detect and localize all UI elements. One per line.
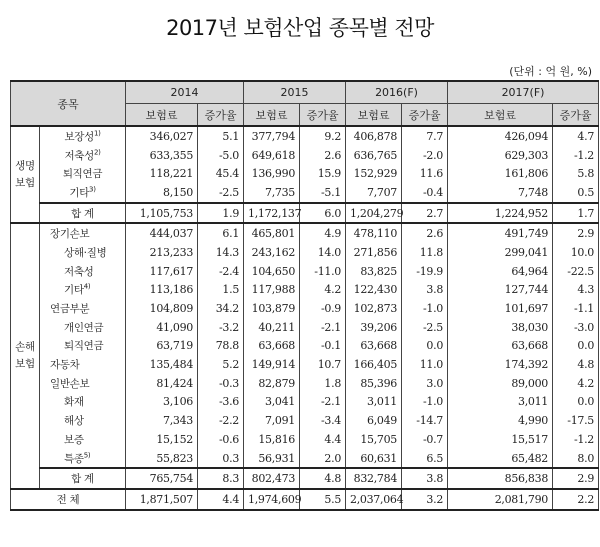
growth-value: -0.6	[198, 430, 244, 449]
row-label-text: 보증	[64, 433, 84, 446]
premium-value: 802,473	[244, 468, 300, 489]
header-premium: 보험료	[244, 104, 300, 127]
row-label-text: 보장성	[64, 130, 94, 143]
row-label	[40, 299, 126, 318]
row-label-text: 자동차	[50, 359, 80, 372]
premium-value: 82,879	[244, 374, 300, 393]
premium-value: 2,081,790	[448, 489, 553, 510]
growth-value: 6.1	[198, 223, 244, 243]
premium-value: 127,744	[448, 281, 553, 300]
header-growth: 증가율	[553, 104, 599, 127]
row-label	[40, 164, 126, 183]
premium-value: 1,974,609	[244, 489, 300, 510]
growth-value: 3.2	[402, 489, 448, 510]
row-label	[40, 262, 126, 281]
growth-value: 3.8	[402, 468, 448, 489]
growth-value: -3.0	[553, 318, 599, 337]
premium-value: 1,871,507	[126, 489, 198, 510]
row-label	[40, 355, 126, 374]
nonlife-insurance-section	[11, 223, 599, 489]
growth-value: 1.7	[553, 203, 599, 224]
growth-value: 0.3	[198, 449, 244, 469]
premium-value: 243,162	[244, 243, 300, 262]
premium-value: 465,801	[244, 223, 300, 243]
growth-value: 1.9	[198, 203, 244, 224]
premium-value: 113,186	[126, 281, 198, 300]
growth-value: 4.8	[553, 355, 599, 374]
row-label-text: 장기손보	[50, 228, 90, 241]
row-label: 합 계	[40, 203, 126, 224]
table-row	[11, 393, 599, 412]
premium-value: 271,856	[346, 243, 402, 262]
premium-value: 7,091	[244, 411, 300, 430]
growth-value: 2.7	[402, 203, 448, 224]
growth-value: 0.5	[553, 183, 599, 203]
table-row	[11, 146, 599, 165]
premium-value: 7,748	[448, 183, 553, 203]
premium-value: 118,221	[126, 164, 198, 183]
table-row	[11, 411, 599, 430]
insurance-outlook-table	[10, 80, 599, 511]
row-label	[40, 183, 126, 203]
growth-value: 1.8	[300, 374, 346, 393]
header-growth: 증가율	[300, 104, 346, 127]
growth-value: -1.0	[402, 393, 448, 412]
premium-value: 101,697	[448, 299, 553, 318]
header-growth: 증가율	[402, 104, 448, 127]
premium-value: 40,211	[244, 318, 300, 337]
growth-value: -3.6	[198, 393, 244, 412]
growth-value: 4.8	[300, 468, 346, 489]
growth-value: 11.8	[402, 243, 448, 262]
premium-value: 3,106	[126, 393, 198, 412]
growth-value: -5.1	[300, 183, 346, 203]
footnote-marker: 1)	[93, 129, 101, 138]
growth-value: -19.9	[402, 262, 448, 281]
growth-value: -1.2	[553, 146, 599, 165]
row-label-text: 저축성	[64, 265, 94, 278]
row-label-text: 개인연금	[64, 321, 104, 334]
premium-value: 135,484	[126, 355, 198, 374]
growth-value: 2.6	[300, 146, 346, 165]
header-category: 종목	[11, 81, 126, 126]
premium-value: 63,719	[126, 337, 198, 356]
row-label: 전 체	[11, 489, 126, 510]
table-row	[11, 318, 599, 337]
growth-value: -22.5	[553, 262, 599, 281]
life-insurance-section	[11, 126, 599, 223]
premium-value: 117,988	[244, 281, 300, 300]
row-label	[40, 281, 126, 300]
premium-value: 15,517	[448, 430, 553, 449]
growth-value: -3.4	[300, 411, 346, 430]
premium-value: 7,343	[126, 411, 198, 430]
premium-value: 117,617	[126, 262, 198, 281]
premium-value: 104,650	[244, 262, 300, 281]
premium-value: 6,049	[346, 411, 402, 430]
grand-total-row	[11, 489, 599, 510]
nonlife-group-label	[11, 223, 40, 489]
growth-value: -0.4	[402, 183, 448, 203]
growth-value: 2.6	[402, 223, 448, 243]
growth-value: -5.0	[198, 146, 244, 165]
header-premium: 보험료	[126, 104, 198, 127]
growth-value: 6.0	[300, 203, 346, 224]
premium-value: 104,809	[126, 299, 198, 318]
table-row	[11, 183, 599, 203]
premium-value: 406,878	[346, 126, 402, 146]
premium-value: 81,424	[126, 374, 198, 393]
premium-value: 346,027	[126, 126, 198, 146]
table-row	[11, 262, 599, 281]
growth-value: -2.0	[402, 146, 448, 165]
header-growth: 증가율	[198, 104, 244, 127]
header-premium: 보험료	[346, 104, 402, 127]
growth-value: 14.3	[198, 243, 244, 262]
premium-value: 83,825	[346, 262, 402, 281]
growth-value: -0.1	[300, 337, 346, 356]
header-year-2015: 2015	[244, 81, 346, 104]
premium-value: 174,392	[448, 355, 553, 374]
growth-value: -1.1	[553, 299, 599, 318]
table-row	[11, 449, 599, 469]
premium-value: 161,806	[448, 164, 553, 183]
premium-value: 649,618	[244, 146, 300, 165]
premium-value: 491,749	[448, 223, 553, 243]
growth-value: 78.8	[198, 337, 244, 356]
row-label-text: 연금부분	[50, 303, 90, 316]
growth-value: 0.0	[402, 337, 448, 356]
footnote-marker: 4)	[83, 282, 91, 291]
growth-value: 9.2	[300, 126, 346, 146]
growth-value: -1.2	[553, 430, 599, 449]
premium-value: 122,430	[346, 281, 402, 300]
row-label	[40, 223, 126, 243]
premium-value: 166,405	[346, 355, 402, 374]
table-row	[11, 243, 599, 262]
premium-value: 89,000	[448, 374, 553, 393]
growth-value: -0.7	[402, 430, 448, 449]
premium-value: 64,964	[448, 262, 553, 281]
premium-value: 633,355	[126, 146, 198, 165]
header-year-2016f: 2016(F)	[346, 81, 448, 104]
premium-value: 41,090	[126, 318, 198, 337]
growth-value: 11.0	[402, 355, 448, 374]
premium-value: 3,011	[346, 393, 402, 412]
growth-value: -2.5	[198, 183, 244, 203]
table-row	[11, 299, 599, 318]
growth-value: 15.9	[300, 164, 346, 183]
footnote-marker: 3)	[89, 185, 96, 194]
table-row	[11, 281, 599, 300]
growth-value: 2.9	[553, 468, 599, 489]
row-label	[40, 374, 126, 393]
table-row	[11, 126, 599, 146]
growth-value: 4.2	[553, 374, 599, 393]
premium-value: 832,784	[346, 468, 402, 489]
row-label-text: 퇴직연금	[62, 168, 103, 181]
footnote-marker: 5)	[83, 451, 91, 460]
growth-value: -2.5	[402, 318, 448, 337]
subtotal-row	[11, 468, 599, 489]
premium-value: 478,110	[346, 223, 402, 243]
row-label	[40, 337, 126, 356]
growth-value: -0.3	[198, 374, 244, 393]
premium-value: 765,754	[126, 468, 198, 489]
row-label-text: 일반손보	[50, 377, 90, 390]
growth-value: 4.3	[553, 281, 599, 300]
row-label	[40, 430, 126, 449]
header-year-2017f: 2017(F)	[448, 81, 599, 104]
premium-value: 299,041	[448, 243, 553, 262]
premium-value: 444,037	[126, 223, 198, 243]
growth-value: 4.9	[300, 223, 346, 243]
premium-value: 38,030	[448, 318, 553, 337]
premium-value: 63,668	[448, 337, 553, 356]
growth-value: 2.0	[300, 449, 346, 469]
growth-value: 14.0	[300, 243, 346, 262]
growth-value: 5.5	[300, 489, 346, 510]
premium-value: 63,668	[346, 337, 402, 356]
premium-value: 8,150	[126, 183, 198, 203]
premium-value: 39,206	[346, 318, 402, 337]
premium-value: 3,011	[448, 393, 553, 412]
premium-value: 3,041	[244, 393, 300, 412]
table-row	[11, 164, 599, 183]
header-premium: 보험료	[448, 104, 553, 127]
table-row	[11, 355, 599, 374]
growth-value: 5.8	[553, 164, 599, 183]
premium-value: 1,204,279	[346, 203, 402, 224]
growth-value: 0.0	[553, 393, 599, 412]
premium-value: 7,707	[346, 183, 402, 203]
growth-value: 10.0	[553, 243, 599, 262]
table-row	[11, 337, 599, 356]
growth-value: -2.4	[198, 262, 244, 281]
premium-value: 149,914	[244, 355, 300, 374]
growth-value: 4.7	[553, 126, 599, 146]
row-label-text: 특종	[64, 452, 84, 465]
growth-value: -2.1	[300, 393, 346, 412]
growth-value: -14.7	[402, 411, 448, 430]
premium-value: 7,735	[244, 183, 300, 203]
growth-value: 45.4	[198, 164, 244, 183]
row-label	[40, 393, 126, 412]
premium-value: 377,794	[244, 126, 300, 146]
growth-value: 5.2	[198, 355, 244, 374]
premium-value: 103,879	[244, 299, 300, 318]
premium-value: 65,482	[448, 449, 553, 469]
growth-value: -0.9	[300, 299, 346, 318]
premium-value: 856,838	[448, 468, 553, 489]
row-label-text: 기타	[64, 284, 84, 297]
growth-value: 3.8	[402, 281, 448, 300]
group-label-line: 보험	[15, 358, 35, 371]
growth-value: 34.2	[198, 299, 244, 318]
premium-value: 85,396	[346, 374, 402, 393]
premium-value: 55,823	[126, 449, 198, 469]
growth-value: 2.2	[553, 489, 599, 510]
growth-value: 4.4	[198, 489, 244, 510]
life-group-label	[11, 126, 40, 223]
growth-value: -3.2	[198, 318, 244, 337]
growth-value: -2.1	[300, 318, 346, 337]
premium-value: 1,172,137	[244, 203, 300, 224]
premium-value: 2,037,064	[346, 489, 402, 510]
growth-value: 10.7	[300, 355, 346, 374]
group-label-line: 손해	[15, 341, 35, 354]
group-label-line: 생명	[15, 159, 35, 172]
premium-value: 636,765	[346, 146, 402, 165]
growth-value: 3.0	[402, 374, 448, 393]
growth-value: 6.5	[402, 449, 448, 469]
row-label-text: 상해·질병	[64, 246, 107, 259]
subtotal-row	[11, 203, 599, 224]
premium-value: 60,631	[346, 449, 402, 469]
row-label-text: 기타	[69, 186, 90, 199]
row-label	[40, 318, 126, 337]
premium-value: 1,224,952	[448, 203, 553, 224]
growth-value: 11.6	[402, 164, 448, 183]
row-label-text: 퇴직연금	[64, 340, 104, 353]
growth-value: -11.0	[300, 262, 346, 281]
premium-value: 15,152	[126, 430, 198, 449]
premium-value: 102,873	[346, 299, 402, 318]
group-label-line: 보험	[15, 176, 35, 189]
premium-value: 1,105,753	[126, 203, 198, 224]
premium-value: 63,668	[244, 337, 300, 356]
premium-value: 213,233	[126, 243, 198, 262]
premium-value: 56,931	[244, 449, 300, 469]
growth-value: 8.0	[553, 449, 599, 469]
growth-value: -1.0	[402, 299, 448, 318]
growth-value: -17.5	[553, 411, 599, 430]
page-title: 2017년 보험산업 종목별 전망	[166, 16, 434, 40]
growth-value: 8.3	[198, 468, 244, 489]
premium-value: 136,990	[244, 164, 300, 183]
growth-value: -2.2	[198, 411, 244, 430]
premium-value: 629,303	[448, 146, 553, 165]
header-year-2014: 2014	[126, 81, 244, 104]
growth-value: 4.4	[300, 430, 346, 449]
row-label-text: 화재	[64, 396, 84, 409]
premium-value: 4,990	[448, 411, 553, 430]
row-label	[40, 449, 126, 469]
growth-value: 2.9	[553, 223, 599, 243]
premium-value: 152,929	[346, 164, 402, 183]
growth-value: 4.2	[300, 281, 346, 300]
row-label-text: 해상	[64, 415, 84, 428]
premium-value: 15,816	[244, 430, 300, 449]
row-label: 합 계	[40, 468, 126, 489]
premium-value: 15,705	[346, 430, 402, 449]
row-label	[40, 146, 126, 165]
row-label	[40, 243, 126, 262]
table-row	[11, 374, 599, 393]
row-label	[40, 126, 126, 146]
unit-note: (단위 : 억 원, %)	[509, 65, 592, 78]
footnote-marker: 2)	[93, 148, 101, 157]
row-label	[40, 411, 126, 430]
row-label-text: 저축성	[64, 149, 94, 162]
grand-total-section	[11, 489, 599, 510]
premium-value: 426,094	[448, 126, 553, 146]
table-row	[11, 430, 599, 449]
growth-value: 7.7	[402, 126, 448, 146]
growth-value: 1.5	[198, 281, 244, 300]
growth-value: 0.0	[553, 337, 599, 356]
growth-value: 5.1	[198, 126, 244, 146]
table-row	[11, 223, 599, 243]
